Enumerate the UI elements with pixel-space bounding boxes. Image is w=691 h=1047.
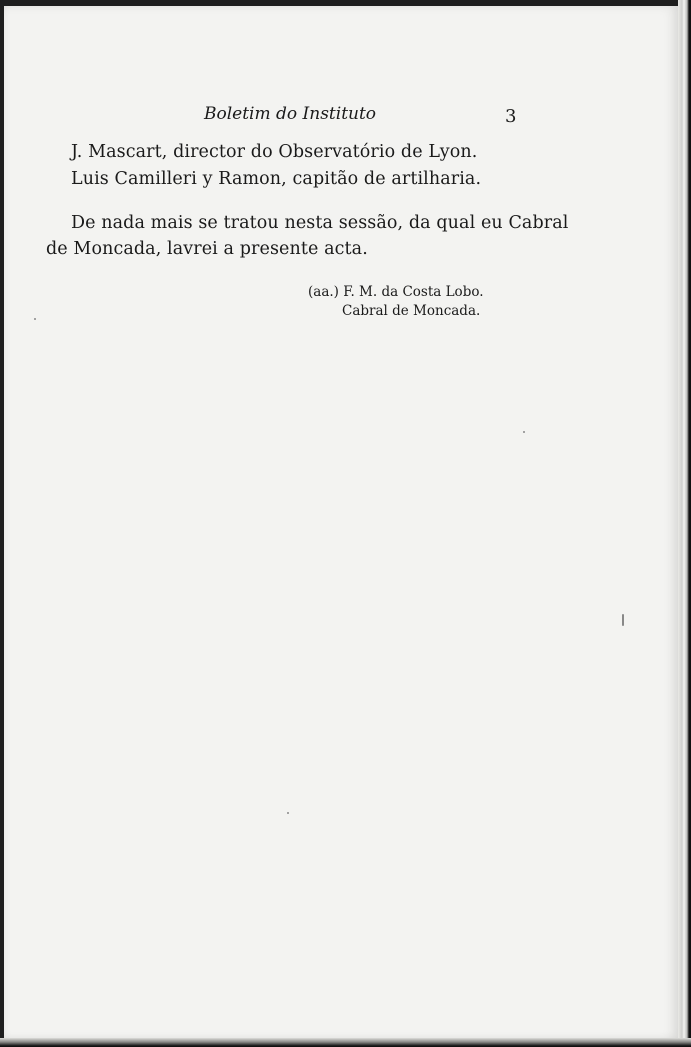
signature-line-1: (aa.) F. M. da Costa Lobo. [308,284,484,300]
text-line-mascart: J. Mascart, director do Observatório de Lyon. [71,142,478,162]
page-edge-bottom [0,1038,691,1047]
page-edge-right [678,0,691,1047]
text-line-closing-1: De nada mais se tratou nesta sessão, da qual eu Cabral [71,213,569,233]
scan-speck [34,318,36,320]
scan-speck [523,431,525,433]
scan-speck [622,614,624,626]
running-title: Boletim do Instituto [204,104,377,124]
text-line-closing-2: de Moncada, lavrei a presente acta. [46,239,368,259]
signature-line-2: Cabral de Moncada. [342,303,481,319]
text-line-camilleri: Luis Camilleri y Ramon, capitão de artilharia. [71,169,482,189]
scan-speck [287,812,289,814]
page-number: 3 [505,106,517,127]
